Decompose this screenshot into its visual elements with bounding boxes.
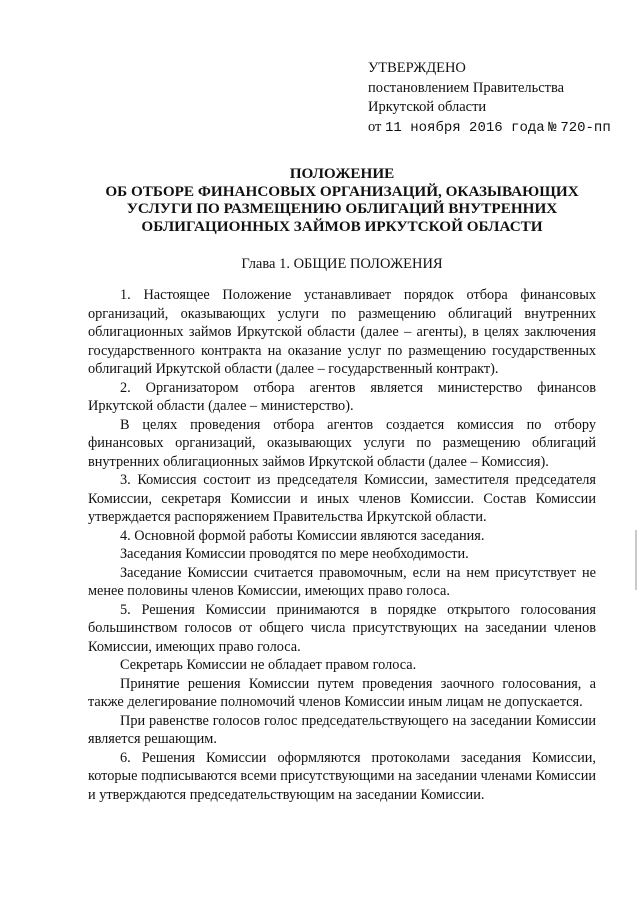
approval-heading: УТВЕРЖДЕНО bbox=[368, 60, 466, 76]
approval-date: 11 ноября 2016 года bbox=[385, 119, 545, 136]
title-line-4: ОБЛИГАЦИОННЫХ ЗАЙМОВ ИРКУТСКОЙ ОБЛАСТИ bbox=[141, 217, 543, 235]
paragraph: Заседание Комиссии считается правомочным, если на нем присутствует не менее половины членов Комиссии, имеющих право голоса. bbox=[88, 564, 596, 599]
paragraph: 4. Основной формой работы Комиссии являются заседания. bbox=[120, 527, 485, 544]
paragraph: В целях проведения отбора агентов создается комиссия по отбору финансовых организаций, оказывающих услуги по размещению облигаций внутренних облигационных займов Иркутской области (далее – Комиссия). bbox=[88, 416, 596, 470]
document-body bbox=[88, 286, 596, 804]
approval-issuer: постановлением Правительства bbox=[368, 79, 565, 96]
paragraph: Заседания Комиссии проводятся по мере необходимости. bbox=[120, 546, 469, 562]
paragraph: 6. Решения Комиссии оформляются протоколами заседания Комиссии, которые подписываются всеми присутствующими на заседании членами Комиссии и утверждаются председательствующим на заседании Комиссии. bbox=[88, 749, 596, 803]
approval-stamp bbox=[368, 59, 611, 138]
document-title bbox=[88, 165, 596, 235]
paragraph: При равенстве голосов голос председательствующего на заседании Комиссии является решающим. bbox=[88, 712, 596, 747]
approval-region: Иркутской области bbox=[368, 99, 487, 115]
paragraph: Принятие решения Комиссии путем проведения заочного голосования, а также делегирование полномочий членов Комиссии иным лицам не допускается. bbox=[88, 675, 596, 710]
scan-edge-mark bbox=[635, 530, 637, 590]
approval-prefix: от bbox=[368, 118, 382, 135]
title-line-2: ОБ ОТБОРЕ ФИНАНСОВЫХ ОРГАНИЗАЦИЙ, ОКАЗЫВАЮЩИХ bbox=[105, 182, 579, 200]
title-line-1: ПОЛОЖЕНИЕ bbox=[289, 165, 395, 182]
paragraph: 5. Решения Комиссии принимаются в порядке открытого голосования большинством голосов от общего числа присутствующих на заседании членов Комиссии, имеющих право голоса. bbox=[88, 601, 596, 655]
approval-number: 720-пп bbox=[560, 119, 611, 136]
approval-date-number bbox=[368, 118, 611, 139]
title-line-3: УСЛУГИ ПО РАЗМЕЩЕНИЮ ОБЛИГАЦИЙ ВНУТРЕННИХ bbox=[126, 200, 558, 217]
paragraph: 3. Комиссия состоит из председателя Комиссии, заместителя председателя Комиссии, секретаря Комиссии и иных членов Комиссии. Состав Комиссии утверждается распоряжением Правительства Иркутской области. bbox=[88, 472, 596, 525]
approval-number-sign: № bbox=[548, 119, 557, 136]
paragraph: Секретарь Комиссии не обладает правом голоса. bbox=[120, 657, 417, 673]
paragraph: 2. Организатором отбора агентов является министерство финансов Иркутской области (далее – министерство). bbox=[88, 379, 596, 414]
paragraph: 1. Настоящее Положение устанавливает порядок отбора финансовых организаций, оказывающих услуги по размещению облигаций внутренних облигационных займов Иркутской области (далее – агенты), в целях заключения государственного контракта на оказание услуг по размещению государственных облигаций Иркутской области (далее – государственный контракт). bbox=[88, 287, 596, 377]
chapter-heading: Глава 1. ОБЩИЕ ПОЛОЖЕНИЯ bbox=[241, 256, 443, 272]
